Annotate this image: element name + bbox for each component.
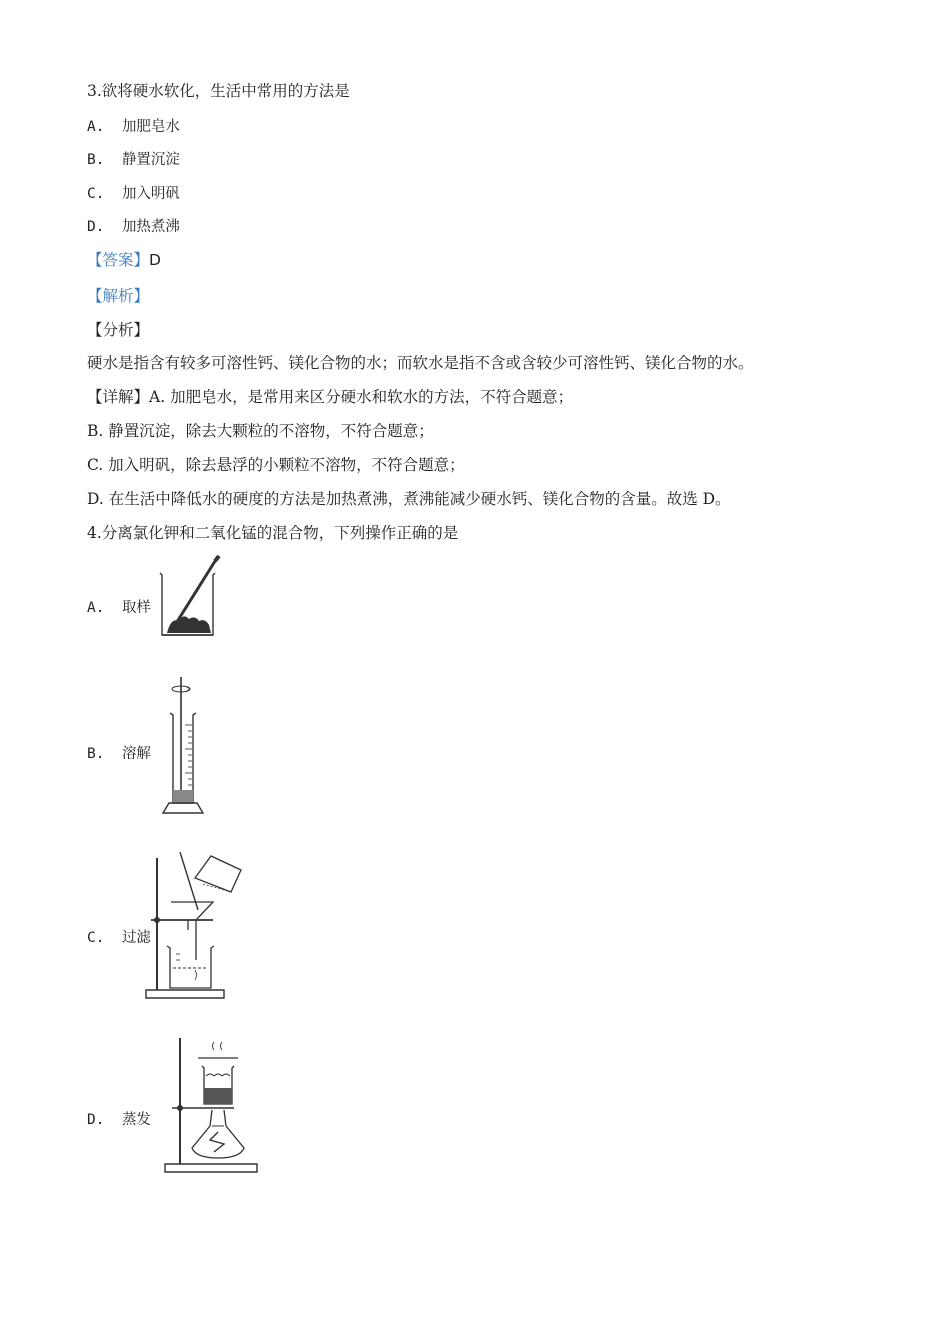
option-text: 加热煮沸 (121, 219, 180, 235)
detail-line-c: C. 加入明矾，除去悬浮的小颗粒不溶物，不符合题意； (87, 456, 465, 474)
option-key: A. (87, 600, 105, 616)
q4-option-b (87, 742, 151, 763)
option-key: C. (87, 930, 105, 946)
option-key: B. (87, 152, 105, 168)
answer-label: 【答案】 (87, 251, 150, 269)
option-key: A. (87, 119, 105, 135)
beaker-sampling-figure (155, 555, 225, 640)
option-text: 取样 (121, 600, 151, 616)
option-key: C. (87, 186, 105, 202)
q3-stem: 3.欲将硬水软化，生活中常用的方法是 (87, 82, 350, 100)
fenxi-text: 硬水是指含有较多可溶性钙、镁化合物的水；而软水是指不含或含较少可溶性钙、镁化合物的水。 (87, 354, 754, 372)
q3-option-a (87, 116, 180, 138)
q4-stem: 4.分离氯化钾和二氧化锰的混合物，下列操作正确的是 (87, 524, 459, 542)
q4-option-c (87, 926, 151, 947)
option-key: D. (87, 219, 105, 235)
q3-option-b (87, 149, 180, 171)
detail-label: 【详解】 (87, 388, 150, 406)
jiexi-label: 【解析】 (87, 287, 150, 305)
option-text: 加肥皂水 (121, 119, 180, 135)
detail-line-d: D. 在生活中降低水的硬度的方法是加热煮沸，煮沸能减少硬水钙、镁化合物的含量。故选 D。 (87, 490, 731, 508)
q3-option-c (87, 183, 180, 205)
evaporation-figure (162, 1036, 260, 1176)
answer-value: D (149, 251, 161, 269)
q3-option-d (87, 216, 180, 238)
answer-line (87, 249, 161, 271)
filtration-figure (143, 850, 248, 1002)
q4-option-a (87, 596, 151, 617)
fenxi-label: 【分析】 (87, 321, 150, 339)
option-key: D. (87, 1112, 105, 1128)
cylinder-dissolving-figure (155, 675, 210, 815)
detail-text: A. 加肥皂水，是常用来区分硬水和软水的方法，不符合题意； (149, 388, 574, 406)
q4-option-d (87, 1108, 151, 1129)
option-text: 溶解 (121, 746, 151, 762)
detail-line-b: B. 静置沉淀，除去大颗粒的不溶物，不符合题意； (87, 422, 434, 440)
option-text: 蒸发 (121, 1112, 151, 1128)
option-key: B. (87, 746, 105, 762)
option-text: 静置沉淀 (121, 152, 180, 168)
detail-line-a (87, 386, 573, 408)
option-text: 加入明矾 (121, 186, 180, 202)
option-text: 过滤 (121, 930, 151, 946)
